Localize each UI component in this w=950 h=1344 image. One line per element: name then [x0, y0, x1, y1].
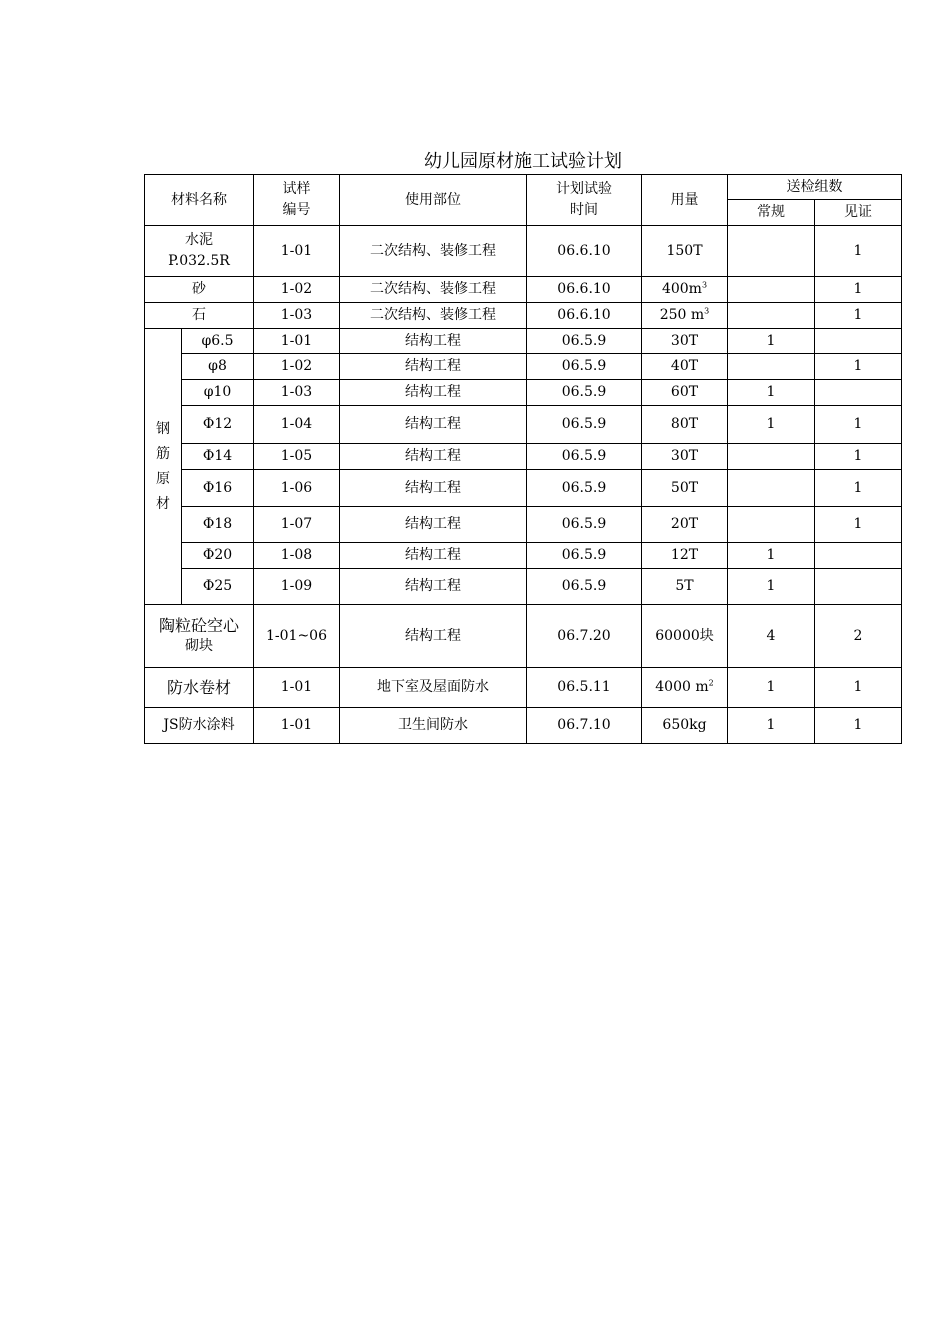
witness-cell: 1 — [815, 277, 902, 303]
amount-value: 650kg — [662, 717, 707, 733]
unit-superscript: 3 — [704, 306, 710, 316]
sample-no-cell: 1-05 — [254, 444, 340, 470]
witness-cell — [815, 543, 902, 569]
amount-cell: 80T — [642, 406, 728, 444]
amount-value: 150T — [666, 242, 703, 259]
table-row — [145, 543, 902, 569]
location-cell: 结构工程 — [340, 543, 527, 569]
header-sample-no-line1: 试样 — [282, 181, 311, 197]
date-cell: 06.5.11 — [527, 668, 642, 708]
regular-cell — [728, 507, 815, 543]
witness-cell: 1 — [815, 708, 902, 744]
steel-label-char: 钢 — [156, 420, 170, 437]
regular-cell — [728, 354, 815, 380]
sample-no-cell: 1-03 — [254, 303, 340, 329]
location-cell: 卫生间防水 — [340, 708, 527, 744]
table-row — [145, 406, 902, 444]
material-name-cell: 防水卷材 — [145, 668, 254, 708]
location-cell: 地下室及屋面防水 — [340, 668, 527, 708]
table-row — [145, 708, 902, 744]
steel-group-label — [145, 329, 182, 605]
steel-spec-cell: Φ18 — [182, 507, 254, 543]
material-name-line2: P.032.5R — [168, 253, 230, 269]
witness-cell — [815, 329, 902, 354]
sample-no-cell: 1-01 — [254, 329, 340, 354]
witness-cell: 1 — [815, 507, 902, 543]
date-cell: 06.5.9 — [527, 543, 642, 569]
witness-cell: 1 — [815, 668, 902, 708]
test-plan-table — [144, 174, 902, 744]
date-cell: 06.5.9 — [527, 354, 642, 380]
location-cell: 结构工程 — [340, 569, 527, 605]
amount-cell: 20T — [642, 507, 728, 543]
date-cell: 06.6.10 — [527, 226, 642, 277]
regular-cell: 1 — [728, 329, 815, 354]
regular-cell: 1 — [728, 543, 815, 569]
header-location: 使用部位 — [340, 175, 527, 226]
sample-no-cell: 1-03 — [254, 380, 340, 406]
sample-no-cell: 1-09 — [254, 569, 340, 605]
header-plan-time — [527, 175, 642, 226]
regular-cell — [728, 277, 815, 303]
regular-cell: 4 — [728, 605, 815, 668]
material-name-cell: 石 — [145, 303, 254, 329]
amount-cell — [642, 668, 728, 708]
steel-spec-cell: φ8 — [182, 354, 254, 380]
table-row — [145, 444, 902, 470]
date-cell: 06.6.10 — [527, 277, 642, 303]
amount-cell: 50T — [642, 470, 728, 507]
unit-superscript: 2 — [708, 678, 714, 688]
regular-cell: 1 — [728, 569, 815, 605]
witness-cell: 1 — [815, 303, 902, 329]
material-name-cell: 砂 — [145, 277, 254, 303]
witness-cell — [815, 380, 902, 406]
date-cell: 06.5.9 — [527, 406, 642, 444]
witness-cell: 1 — [815, 406, 902, 444]
amount-cell: 30T — [642, 329, 728, 354]
location-cell: 结构工程 — [340, 354, 527, 380]
table-row — [145, 329, 902, 354]
location-cell: 结构工程 — [340, 380, 527, 406]
steel-spec-cell: φ10 — [182, 380, 254, 406]
location-cell: 二次结构、装修工程 — [340, 277, 527, 303]
sample-no-cell: 1-07 — [254, 507, 340, 543]
sample-no-cell: 1-01 — [254, 708, 340, 744]
witness-cell: 2 — [815, 605, 902, 668]
witness-cell: 1 — [815, 226, 902, 277]
location-cell: 结构工程 — [340, 605, 527, 668]
witness-cell — [815, 569, 902, 605]
location-cell: 结构工程 — [340, 444, 527, 470]
date-cell: 06.7.20 — [527, 605, 642, 668]
table-row — [145, 226, 902, 277]
table-row — [145, 605, 902, 668]
amount-value: 4000 m — [655, 679, 709, 695]
date-cell: 06.5.9 — [527, 470, 642, 507]
regular-cell — [728, 470, 815, 507]
amount-cell — [642, 226, 728, 277]
regular-cell: 1 — [728, 406, 815, 444]
date-cell: 06.5.9 — [527, 507, 642, 543]
amount-value: 60000块 — [655, 627, 714, 644]
document-title: 幼儿园原材施工试验计划 — [424, 151, 622, 172]
steel-spec-cell: Φ16 — [182, 470, 254, 507]
regular-cell: 1 — [728, 708, 815, 744]
header-amount: 用量 — [642, 175, 728, 226]
material-name-line1: 水泥 — [185, 232, 213, 248]
regular-cell: 1 — [728, 668, 815, 708]
location-cell: 结构工程 — [340, 329, 527, 354]
sample-no-cell: 1-01 — [254, 668, 340, 708]
table-row — [145, 380, 902, 406]
amount-cell: 5T — [642, 569, 728, 605]
header-sample-no-line2: 编号 — [282, 202, 311, 218]
header-regular: 常规 — [728, 200, 815, 226]
table-row — [145, 507, 902, 543]
header-sample-no — [254, 175, 340, 226]
table-row — [145, 354, 902, 380]
location-cell: 结构工程 — [340, 507, 527, 543]
steel-label-char: 原 — [156, 470, 170, 487]
material-name-cell — [145, 605, 254, 668]
location-cell: 二次结构、装修工程 — [340, 226, 527, 277]
date-cell: 06.6.10 — [527, 303, 642, 329]
steel-spec-cell: Φ14 — [182, 444, 254, 470]
sample-no-cell: 1-02 — [254, 354, 340, 380]
regular-cell — [728, 226, 815, 277]
amount-cell — [642, 277, 728, 303]
amount-cell — [642, 605, 728, 668]
table-row — [145, 470, 902, 507]
date-cell: 06.5.9 — [527, 380, 642, 406]
witness-cell: 1 — [815, 354, 902, 380]
table-row — [145, 569, 902, 605]
date-cell: 06.5.9 — [527, 444, 642, 470]
sample-no-cell: 1-01 — [254, 226, 340, 277]
header-plan-time-line1: 计划试验 — [556, 181, 612, 197]
table-row — [145, 277, 902, 303]
date-cell: 06.5.9 — [527, 329, 642, 354]
steel-label-char: 材 — [156, 495, 170, 512]
steel-spec-cell: Φ12 — [182, 406, 254, 444]
header-groups: 送检组数 — [728, 175, 902, 200]
regular-cell — [728, 444, 815, 470]
location-cell: 结构工程 — [340, 406, 527, 444]
date-cell: 06.7.10 — [527, 708, 642, 744]
sample-no-cell: 1-04 — [254, 406, 340, 444]
table-row — [145, 668, 902, 708]
table-row — [145, 303, 902, 329]
material-name-line2: 砌块 — [185, 638, 213, 654]
steel-label-char: 筋 — [156, 445, 170, 462]
material-name-cell: JS防水涂料 — [145, 708, 254, 744]
steel-spec-cell: Φ25 — [182, 569, 254, 605]
sample-no-cell: 1-01~06 — [254, 605, 340, 668]
sample-no-cell: 1-08 — [254, 543, 340, 569]
witness-cell: 1 — [815, 444, 902, 470]
material-name-line1: 陶粒砼空心 — [158, 616, 239, 635]
witness-cell: 1 — [815, 470, 902, 507]
amount-cell: 30T — [642, 444, 728, 470]
regular-cell — [728, 303, 815, 329]
sample-no-cell: 1-06 — [254, 470, 340, 507]
amount-cell: 40T — [642, 354, 728, 380]
header-witness: 见证 — [815, 200, 902, 226]
unit-superscript: 3 — [701, 280, 708, 290]
header-plan-time-line2: 时间 — [570, 202, 598, 218]
sample-no-cell: 1-02 — [254, 277, 340, 303]
amount-value: 400m — [661, 281, 702, 297]
location-cell: 结构工程 — [340, 470, 527, 507]
location-cell: 二次结构、装修工程 — [340, 303, 527, 329]
steel-spec-cell: Φ20 — [182, 543, 254, 569]
date-cell: 06.5.9 — [527, 569, 642, 605]
material-name-cell — [145, 226, 254, 277]
header-material: 材料名称 — [145, 175, 254, 226]
amount-cell: 60T — [642, 380, 728, 406]
amount-value: 250 m — [659, 307, 705, 323]
amount-cell — [642, 303, 728, 329]
regular-cell: 1 — [728, 380, 815, 406]
amount-cell: 12T — [642, 543, 728, 569]
steel-spec-cell: φ6.5 — [182, 329, 254, 354]
amount-cell — [642, 708, 728, 744]
